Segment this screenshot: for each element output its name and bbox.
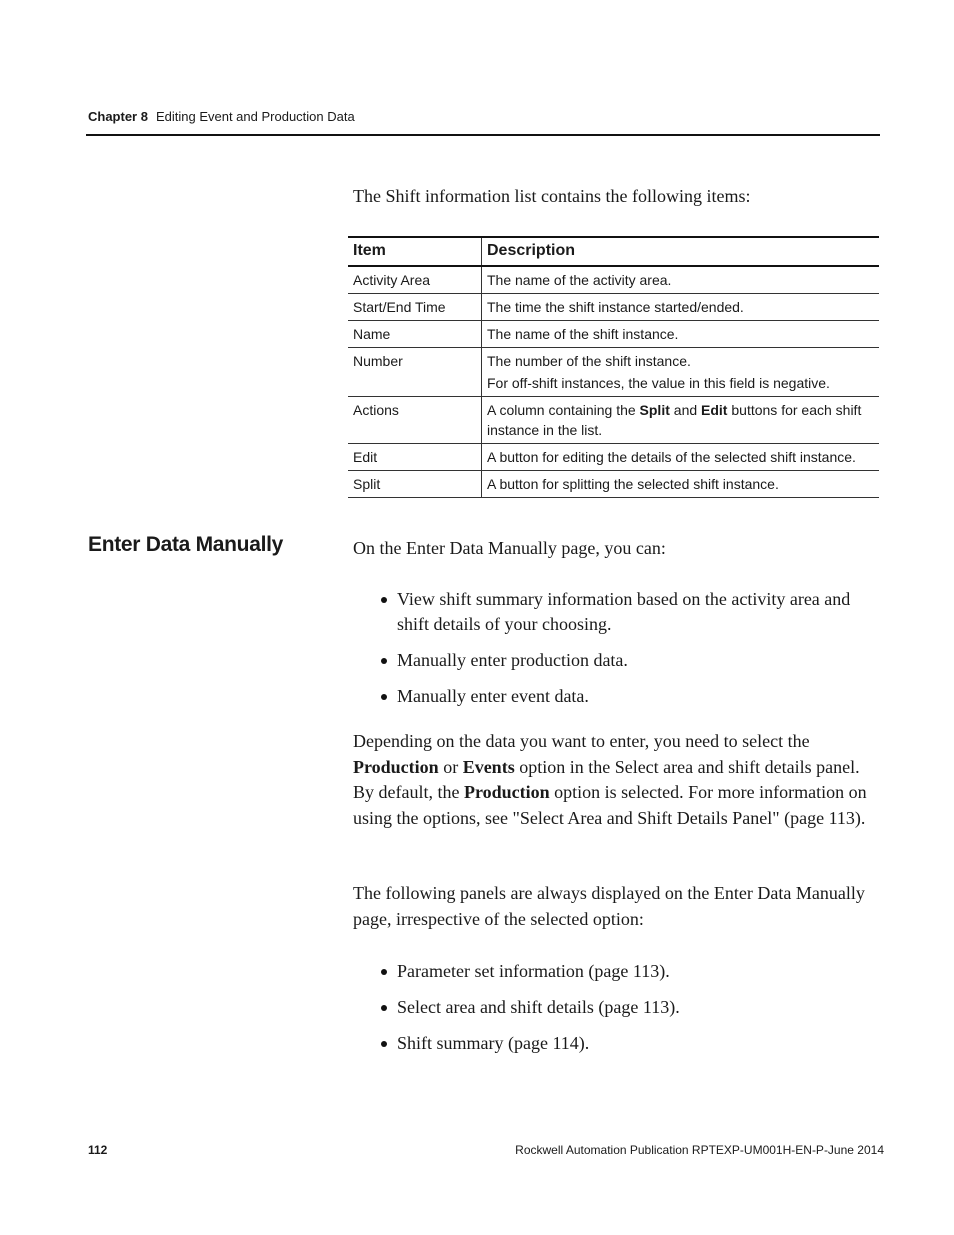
list-item: Manually enter production data. (353, 648, 878, 673)
item-cell: Number (348, 348, 482, 397)
intro-text: The Shift information list contains the following items: (353, 186, 751, 206)
description-text: A column containing the (487, 402, 640, 418)
chapter-label: Chapter 8 (88, 109, 148, 124)
paragraph-text: option is selected. For more information on using the options, see "Select Area and Shift Details Panel" (page 113). (353, 782, 867, 828)
options-paragraph (353, 729, 875, 831)
table-row (348, 294, 879, 321)
split-term: Split (639, 402, 670, 418)
description-line: For off-shift instances, the value in this field is negative. (487, 375, 830, 391)
description-cell (482, 397, 880, 444)
description-line: The number of the shift instance. (487, 353, 691, 369)
table-row (348, 444, 879, 471)
page-number: 112 (88, 1143, 108, 1157)
events-term: Events (462, 756, 515, 777)
chapter-title: Editing Event and Production Data (155, 109, 355, 124)
description-cell: The name of the shift instance. (482, 321, 880, 348)
running-header (88, 109, 355, 124)
list-item: View shift summary information based on the activity area and shift details of your choosing. (353, 587, 878, 637)
table-row (348, 266, 879, 294)
list-item: Parameter set information (page 113). (353, 959, 878, 984)
list-item: Shift summary (page 114). (353, 1031, 878, 1056)
table-header-row (348, 237, 879, 266)
list-item: Manually enter event data. (353, 684, 878, 709)
production-term: Production (353, 756, 439, 777)
edit-term: Edit (701, 402, 728, 418)
description-cell: A button for editing the details of the selected shift instance. (482, 444, 880, 471)
description-cell (482, 348, 880, 397)
production-term: Production (463, 782, 550, 802)
item-cell: Start/End Time (348, 294, 482, 321)
section-intro: On the Enter Data Manually page, you can: (353, 538, 666, 558)
list-item: Select area and shift details (page 113). (353, 995, 878, 1020)
panels-list (353, 959, 878, 1067)
column-header-item: Item (348, 237, 482, 266)
description-text: and (669, 402, 702, 418)
paragraph-text: option in the Select area and shift details panel. By default, the (353, 756, 860, 802)
capabilities-list (353, 587, 878, 720)
item-cell: Edit (348, 444, 482, 471)
column-header-description: Description (482, 237, 880, 266)
table-row (348, 471, 879, 498)
table-row (348, 321, 879, 348)
description-text: buttons for each shift instance in the list. (487, 402, 862, 438)
table-row (348, 348, 879, 397)
paragraph-text: or (438, 756, 463, 777)
description-cell: The time the shift instance started/ended. (482, 294, 880, 321)
item-cell: Activity Area (348, 266, 482, 294)
section-heading: Enter Data Manually (88, 533, 284, 556)
item-cell: Name (348, 321, 482, 348)
header-divider (86, 134, 880, 136)
description-cell: A button for splitting the selected shift instance. (482, 471, 880, 498)
paragraph-text: Depending on the data you want to enter, you need to select the (353, 731, 810, 751)
shift-info-table (348, 236, 879, 498)
publication-info: Rockwell Automation Publication RPTEXP-UM001H-EN-P-June 2014 (515, 1143, 884, 1157)
table-row (348, 397, 879, 444)
item-cell: Split (348, 471, 482, 498)
panels-paragraph: The following panels are always displayed on the Enter Data Manually page, irrespective of the selected option: (353, 883, 865, 929)
description-cell: The name of the activity area. (482, 266, 880, 294)
item-cell: Actions (348, 397, 482, 444)
